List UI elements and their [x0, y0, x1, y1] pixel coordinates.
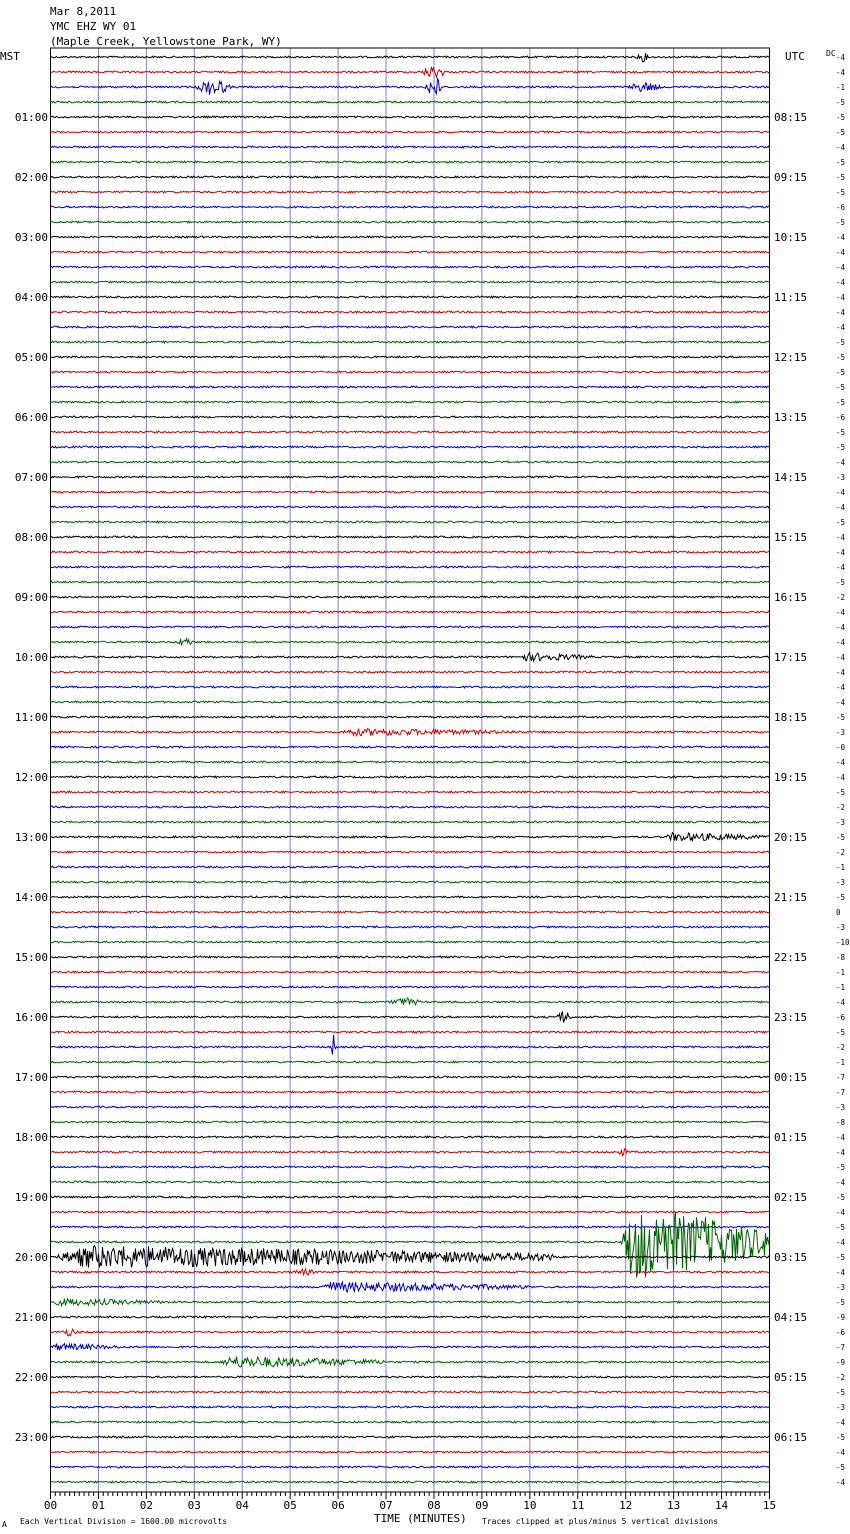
dc-offset-label: -5 [836, 338, 846, 347]
trace-line [51, 1035, 770, 1055]
mst-hour-label: 18:00 [14, 1131, 48, 1144]
station-location: (Maple Creek, Yellowstone Park, WY) [50, 35, 282, 48]
dc-offset-label: -3 [836, 473, 846, 482]
utc-hour-label: 16:15 [774, 591, 808, 604]
utc-hour-label: 19:15 [774, 771, 808, 784]
dc-offset-label: -5 [836, 788, 846, 797]
trace-line [51, 176, 770, 178]
mst-hour-label: 08:00 [14, 531, 48, 544]
trace-line [51, 536, 770, 538]
dc-offset-label: -5 [836, 1463, 846, 1472]
dc-offset-label: -6 [836, 1328, 846, 1337]
trace-line [51, 1436, 770, 1438]
trace-line [51, 1031, 770, 1033]
trace-line [51, 701, 770, 703]
trace-line [51, 416, 770, 418]
dc-offset-label: -4 [836, 233, 846, 242]
trace-line [51, 1269, 770, 1275]
dc-offset-label: -5 [836, 188, 846, 197]
dc-offset-label: -5 [836, 98, 846, 107]
utc-hour-label: 00:15 [774, 1071, 808, 1084]
utc-hour-label: 09:15 [774, 171, 808, 184]
utc-hour-label: 02:15 [774, 1191, 808, 1204]
dc-offset-label: -3 [836, 1403, 846, 1412]
trace-line [51, 761, 770, 763]
utc-hour-label: 14:15 [774, 471, 808, 484]
trace-line [51, 1329, 770, 1335]
mst-hour-label: 14:00 [14, 891, 48, 904]
dc-offset-label: -5 [836, 1298, 846, 1307]
dc-offset-label: -4 [836, 998, 846, 1007]
dc-offset-label: -3 [836, 1103, 846, 1112]
dc-offset-label: 0 [836, 908, 841, 917]
utc-hour-label: 21:15 [774, 891, 808, 904]
trace-line [51, 1181, 770, 1183]
corner-mark: A [2, 1520, 7, 1529]
utc-hour-label: 23:15 [774, 1011, 808, 1024]
trace-line [51, 266, 770, 268]
trace-line [51, 596, 770, 598]
trace-line [51, 1121, 770, 1123]
dc-offset-label: -3 [836, 818, 846, 827]
utc-hour-label: 15:15 [774, 531, 808, 544]
chart-date: Mar 8,2011 [50, 5, 117, 18]
trace-line [51, 998, 770, 1005]
trace-line [51, 653, 770, 662]
trace-line [51, 386, 770, 388]
trace-line [51, 221, 770, 223]
utc-hour-label: 17:15 [774, 651, 808, 664]
mst-axis-label: MST [0, 50, 20, 63]
dc-offset-label: -5 [836, 113, 846, 122]
trace-line [51, 236, 770, 238]
dc-offset-label: -4 [836, 668, 846, 677]
dc-offset-label: -5 [836, 428, 846, 437]
trace-line [51, 161, 770, 163]
trace-line [51, 281, 770, 283]
utc-hour-label: 11:15 [774, 291, 808, 304]
mst-hour-label: 02:00 [14, 171, 48, 184]
mst-hour-label: 19:00 [14, 1191, 48, 1204]
trace-line [51, 746, 770, 748]
trace-line [51, 911, 770, 913]
dc-offset-label: -5 [836, 368, 846, 377]
dc-offset-label: -3 [836, 728, 846, 737]
trace-line [51, 671, 770, 673]
trace-line [51, 716, 770, 718]
mst-hour-label: 12:00 [14, 771, 48, 784]
trace-line [51, 476, 770, 478]
x-axis-title: TIME (MINUTES) [374, 1512, 467, 1525]
trace-line [51, 401, 770, 403]
mst-hour-label: 15:00 [14, 951, 48, 964]
dc-offset-label: -4 [836, 308, 846, 317]
dc-offset-label: -4 [836, 1133, 846, 1142]
dc-offset-label: -4 [836, 698, 846, 707]
trace-line [51, 1481, 770, 1483]
trace-line [51, 686, 770, 688]
dc-offset-label: -4 [836, 1208, 846, 1217]
trace-line [51, 896, 770, 898]
trace-line [51, 1421, 770, 1423]
x-tick-label: 09 [475, 1499, 489, 1512]
trace-line [51, 326, 770, 328]
dc-offset-label: -4 [836, 263, 846, 272]
dc-offset-label: -5 [836, 218, 846, 227]
x-tick-label: 10 [523, 1499, 537, 1512]
dc-offset-label: -1 [836, 983, 846, 992]
dc-offset-label: -3 [836, 878, 846, 887]
trace-line [51, 941, 770, 943]
clip-note: Traces clipped at plus/minus 5 vertical divisions [482, 1517, 719, 1526]
dc-offset-label: -4 [836, 1478, 846, 1487]
trace-line [51, 1357, 770, 1367]
mst-hour-label: 05:00 [14, 351, 48, 364]
trace-line [51, 1012, 770, 1023]
dc-offset-label: -5 [836, 1163, 846, 1172]
mst-hour-label: 22:00 [14, 1371, 48, 1384]
dc-offset-label: -5 [836, 518, 846, 527]
mst-hour-label: 13:00 [14, 831, 48, 844]
trace-line [51, 1391, 770, 1393]
dc-offset-label: -4 [836, 638, 846, 647]
dc-offset-label: -4 [836, 653, 846, 662]
trace-line [51, 296, 770, 298]
trace-line [51, 1091, 770, 1093]
station-title: YMC EHZ WY 01 [50, 20, 137, 33]
trace-line [51, 1149, 770, 1156]
utc-hour-label: 18:15 [774, 711, 808, 724]
scale-note: Each Vertical Division = 1600.00 microvolts [20, 1517, 228, 1526]
dc-offset-label: -4 [836, 503, 846, 512]
trace-line [51, 1246, 770, 1268]
x-tick-label: 06 [331, 1499, 345, 1512]
utc-axis-label: UTC [785, 50, 805, 63]
trace-line [51, 67, 770, 78]
mst-hour-label: 09:00 [14, 591, 48, 604]
mst-hour-label: 01:00 [14, 111, 48, 124]
utc-hour-label: 06:15 [774, 1431, 808, 1444]
x-tick-label: 01 [91, 1499, 106, 1512]
utc-hour-label: 12:15 [774, 351, 808, 364]
dc-offset-label: -6 [836, 203, 846, 212]
dc-offset-label: -6 [836, 1013, 846, 1022]
dc-offset-label: -4 [836, 683, 846, 692]
trace-line [51, 1376, 770, 1378]
trace-line [51, 146, 770, 148]
dc-offset-label: -4 [836, 533, 846, 542]
trace-line [51, 806, 770, 808]
trace-line [51, 446, 770, 448]
mst-hour-label: 21:00 [14, 1311, 48, 1324]
dc-offset-label: -3 [836, 923, 846, 932]
dc-offset-label: -5 [836, 713, 846, 722]
x-tick-label: 03 [187, 1499, 201, 1512]
x-tick-label: 08 [427, 1499, 441, 1512]
dc-offset-label: -2 [836, 803, 846, 812]
dc-offset-label: -7 [836, 1088, 846, 1097]
x-tick-label: 00 [43, 1499, 58, 1512]
dc-offset-label: -5 [836, 1388, 846, 1397]
utc-hour-label: 22:15 [774, 951, 808, 964]
trace-line [51, 341, 770, 343]
mst-hour-label: 11:00 [14, 711, 48, 724]
dc-offset-label: -1 [836, 83, 846, 92]
trace-line [51, 1466, 770, 1468]
trace-line [51, 311, 770, 313]
dc-offset-label: -4 [836, 488, 846, 497]
dc-offset-label: -5 [836, 1253, 846, 1262]
dc-offset-label: -1 [836, 1058, 846, 1067]
trace-line [51, 1299, 770, 1306]
trace-line [51, 431, 770, 433]
dc-label: DC [826, 49, 836, 58]
trace-line [51, 1406, 770, 1408]
dc-offset-label: -5 [836, 833, 846, 842]
trace-line [51, 728, 770, 735]
dc-offset-label: -4 [836, 548, 846, 557]
dc-offset-label: -4 [836, 758, 846, 767]
trace-line [51, 1076, 770, 1078]
trace-line [51, 1061, 770, 1063]
mst-hour-label: 16:00 [14, 1011, 48, 1024]
trace-line [51, 506, 770, 508]
trace-line [51, 491, 770, 493]
dc-offset-label: -2 [836, 1373, 846, 1382]
mst-hour-label: 20:00 [14, 1251, 48, 1264]
trace-line [51, 833, 770, 841]
dc-offset-label: -4 [836, 1268, 846, 1277]
trace-line [51, 626, 770, 628]
dc-offset-label: -0 [836, 743, 846, 752]
trace-line [51, 1212, 770, 1278]
trace-line [51, 1196, 770, 1198]
trace-line [51, 821, 770, 823]
utc-hour-label: 05:15 [774, 1371, 808, 1384]
plot-frame [51, 48, 770, 1492]
dc-offset-label: -5 [836, 383, 846, 392]
utc-hour-label: 13:15 [774, 411, 808, 424]
dc-offset-label: -9 [836, 1358, 846, 1367]
trace-line [51, 1226, 770, 1228]
trace-line [51, 776, 770, 778]
dc-offset-label: -5 [836, 158, 846, 167]
dc-offset-label: -5 [836, 398, 846, 407]
trace-line [51, 191, 770, 193]
dc-offset-label: -1 [836, 863, 846, 872]
mst-hour-label: 07:00 [14, 471, 48, 484]
trace-line [51, 461, 770, 463]
dc-offset-label: -4 [836, 293, 846, 302]
trace-line [51, 926, 770, 928]
dc-offset-label: -8 [836, 1118, 846, 1127]
dc-offset-label: -5 [836, 1433, 846, 1442]
dc-offset-label: -5 [836, 353, 846, 362]
trace-line [51, 1136, 770, 1138]
mst-hour-label: 10:00 [14, 651, 48, 664]
trace-line [51, 78, 770, 94]
x-tick-label: 14 [714, 1499, 729, 1512]
trace-line [51, 791, 770, 793]
x-tick-label: 13 [667, 1499, 681, 1512]
trace-line [51, 1282, 770, 1292]
dc-offset-label: -2 [836, 848, 846, 857]
trace-line [51, 1106, 770, 1108]
trace-line [51, 251, 770, 253]
mst-hour-label: 04:00 [14, 291, 48, 304]
dc-offset-label: -4 [836, 53, 846, 62]
dc-offset-label: -2 [836, 1043, 846, 1052]
dc-offset-label: -4 [836, 458, 846, 467]
dc-offset-label: -5 [836, 1223, 846, 1232]
dc-offset-label: -5 [836, 578, 846, 587]
x-tick-label: 07 [379, 1499, 393, 1512]
utc-hour-label: 10:15 [774, 231, 808, 244]
trace-line [51, 1166, 770, 1168]
trace-line [51, 881, 770, 883]
utc-hour-label: 01:15 [774, 1131, 808, 1144]
dc-offset-label: -5 [836, 443, 846, 452]
trace-line [51, 1211, 770, 1213]
trace-line [51, 101, 770, 103]
trace-line [51, 551, 770, 553]
trace-line [51, 566, 770, 568]
dc-offset-label: -5 [836, 128, 846, 137]
dc-offset-label: -4 [836, 608, 846, 617]
dc-offset-label: -5 [836, 1028, 846, 1037]
dc-offset-label: -9 [836, 1313, 846, 1322]
dc-offset-label: -4 [836, 563, 846, 572]
mst-hour-label: 03:00 [14, 231, 48, 244]
x-tick-label: 05 [283, 1499, 297, 1512]
dc-offset-label: -5 [836, 1193, 846, 1202]
trace-line [51, 371, 770, 373]
trace-line [51, 866, 770, 868]
mst-hour-label: 23:00 [14, 1431, 48, 1444]
trace-line [51, 131, 770, 133]
utc-hour-label: 08:15 [774, 111, 808, 124]
trace-line [51, 1344, 770, 1351]
dc-offset-label: -4 [836, 623, 846, 632]
x-tick-label: 02 [139, 1499, 153, 1512]
trace-line [51, 986, 770, 988]
dc-offset-label: -4 [836, 1238, 846, 1247]
dc-offset-label: -1 [836, 968, 846, 977]
dc-offset-label: -4 [836, 278, 846, 287]
dc-offset-label: -4 [836, 1448, 846, 1457]
trace-line [51, 639, 770, 646]
mst-hour-label: 17:00 [14, 1071, 48, 1084]
dc-offset-label: -4 [836, 1178, 846, 1187]
trace-line [51, 1316, 770, 1318]
dc-offset-label: -4 [836, 773, 846, 782]
x-tick-label: 15 [762, 1499, 777, 1512]
x-tick-label: 11 [571, 1499, 585, 1512]
dc-offset-label: -7 [836, 1073, 846, 1082]
dc-offset-label: -5 [836, 173, 846, 182]
x-tick-label: 04 [235, 1499, 249, 1512]
dc-offset-label: -4 [836, 323, 846, 332]
utc-hour-label: 03:15 [774, 1251, 808, 1264]
trace-line [51, 851, 770, 853]
dc-offset-label: -4 [836, 1418, 846, 1427]
trace-line [51, 356, 770, 358]
trace-line [51, 971, 770, 973]
dc-offset-label: -4 [836, 143, 846, 152]
trace-line [51, 521, 770, 523]
trace-line [51, 206, 770, 208]
utc-hour-label: 04:15 [774, 1311, 808, 1324]
dc-offset-label: -3 [836, 1283, 846, 1292]
dc-offset-label: -5 [836, 893, 846, 902]
dc-offset-label: -4 [836, 1148, 846, 1157]
dc-offset-label: -4 [836, 248, 846, 257]
dc-offset-label: -8 [836, 953, 846, 962]
dc-offset-label: -2 [836, 593, 846, 602]
trace-line [51, 1451, 770, 1453]
trace-line [51, 581, 770, 583]
trace-line [51, 611, 770, 613]
utc-hour-label: 20:15 [774, 831, 808, 844]
x-tick-label: 12 [619, 1499, 633, 1512]
dc-offset-label: -6 [836, 413, 846, 422]
dc-offset-label: -4 [836, 68, 846, 77]
mst-hour-label: 06:00 [14, 411, 48, 424]
trace-line [51, 116, 770, 118]
dc-offset-label: -7 [836, 1343, 846, 1352]
trace-line [51, 53, 770, 62]
dc-offset-label: -10 [836, 938, 850, 947]
trace-line [51, 956, 770, 958]
